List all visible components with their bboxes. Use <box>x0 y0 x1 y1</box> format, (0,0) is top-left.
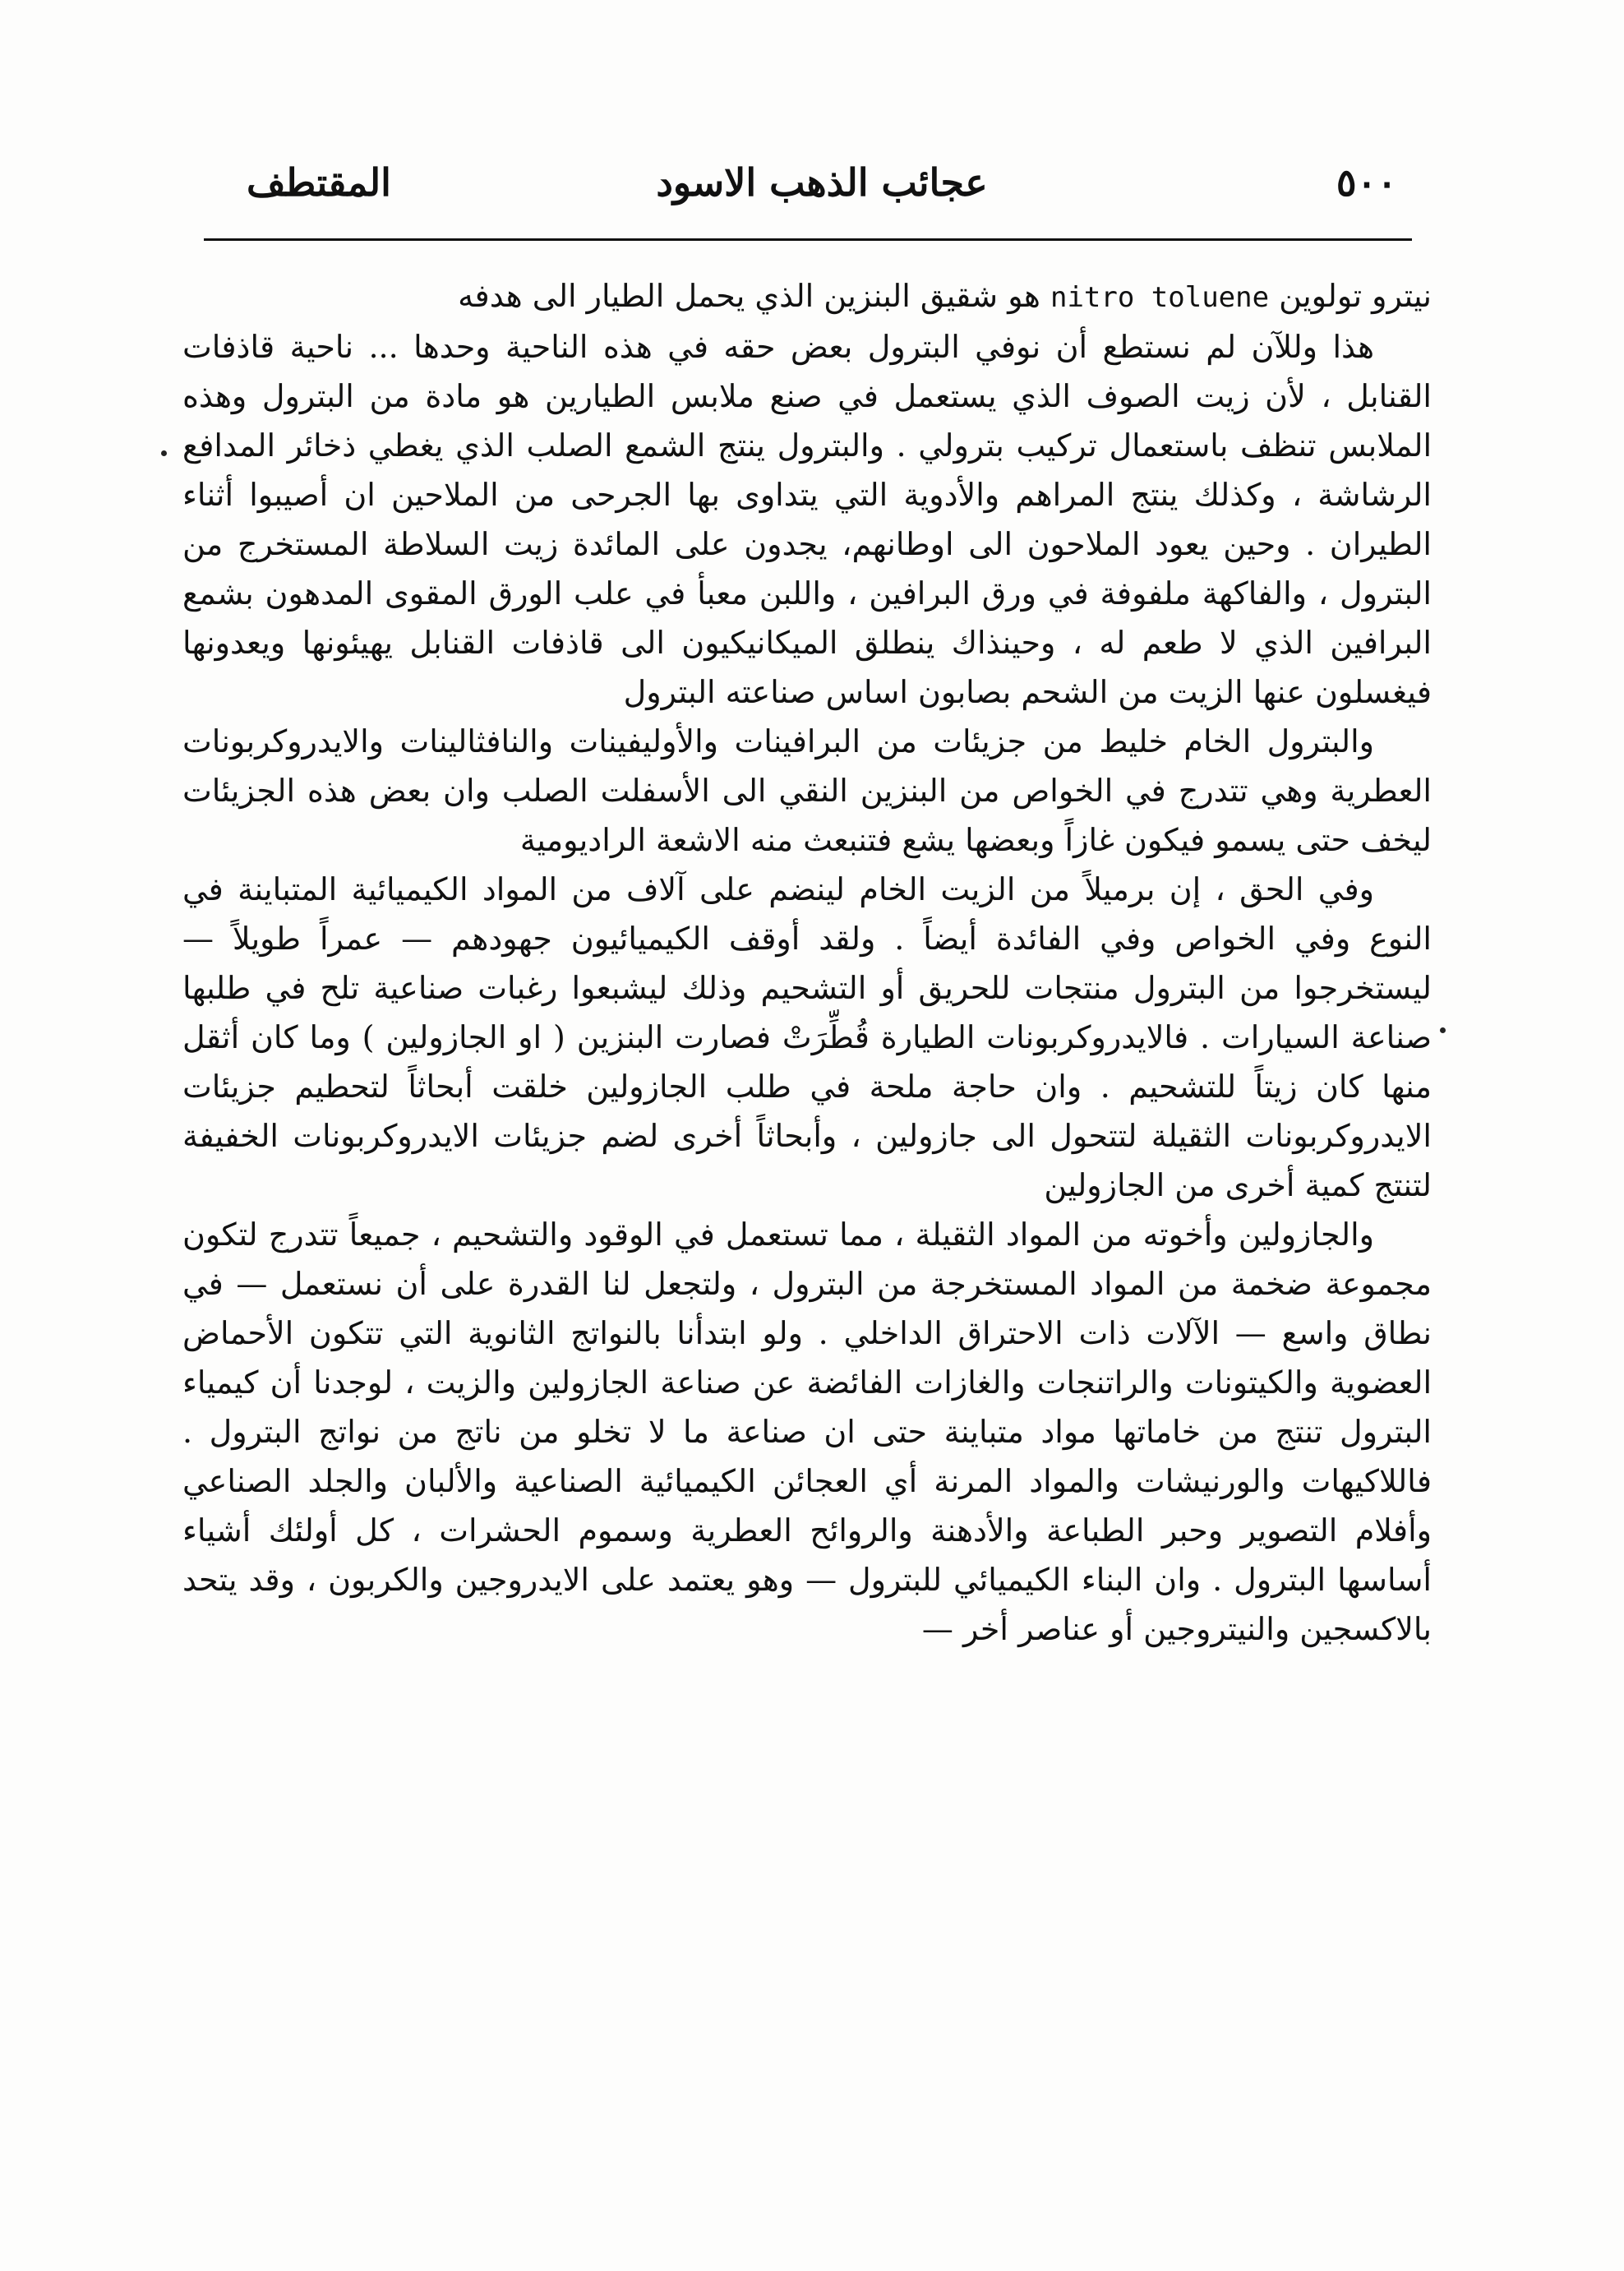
page-number: ٥٠٠ <box>1336 160 1397 205</box>
paragraph-first-line <box>182 271 1432 322</box>
margin-dot <box>161 450 167 456</box>
margin-dot <box>1440 1027 1446 1033</box>
paragraph: هذا وللآن لم نستطع أن نوفي البترول بعض حقه في هذه الناحية وحدها ... ناحية قاذفات القنابل ، لأن زيت الصوف الذي يستعمل في صنع ملابس الطيارين هو مادة من البترول وهذه الملابس تنظف باستعمال تركيب بترولي . والبترول ينتج الشمع الصلب الذي يغطي ذخائر المدافع الرشاشة ، وكذلك ينتج المراهم والأدوية التي يتداوى بها الجرحى من الملاحين ان أصيبوا أثناء الطيران . وحين يعود الملاحون الى اوطانهم، يجدون على المائدة زيت السلاطة المستخرج من البترول ، والفاكهة ملفوفة في ورق البرافين ، واللبن معبأ في علب الورق المقوى المدهون بشمع البرافين الذي لا طعم له ، وحينذاك ينطلق الميكانيكيون الى قاذفات القنابل يهيئونها ويعدونها فيغسلون عنها الزيت من الشحم بصابون اساس صناعته البترول <box>182 329 1432 710</box>
paragraph: والجازولين وأخوته من المواد الثقيلة ، مما تستعمل في الوقود والتشحيم ، جميعاً تتدرج لتكون مجموعة ضخمة من المواد المستخرجة من البترول ، ولتجعل لنا القدرة على أن نستعمل — في نطاق واسع — الآلات ذات الاحتراق الداخلي . ولو ابتدأنا بالنواتج الثانوية التي تتكون الأحماض العضوية والكيتونات والراتنجات والغازات الفائضة عن صناعة الجازولين والزيت ، لوجدنا أن كيمياء البترول تنتج من خاماتها مواد متباينة حتى ان صناعة ما لا تخلو من ناتج من نواتج البترول . فاللاكيهات والورنيشات والمواد المرنة أي العجائن الكيميائية الصناعية والألبان والجلد الصناعي وأفلام التصوير وحبر الطباعة والأدهنة والروائح العطرية وسموم الحشرات ، كل أولئك أشياء أساسها البترول . وان البناء الكيميائي للبترول — وهو يعتمد على الايدروجين والكربون ، وقد يتحد بالاكسجين والنيتروجين أو عناصر أخر — <box>182 1216 1432 1647</box>
text-after-term: هو شقيق البنزين الذي يحمل الطيار الى هدفه <box>458 278 1040 314</box>
running-title: عجائب الذهب الاسود <box>656 160 988 205</box>
text-before-term: نيترو تولوين <box>1279 278 1432 314</box>
article-body <box>182 271 1432 1654</box>
latin-term: nitro toluene <box>1050 281 1270 314</box>
journal-name: المقتطف <box>247 160 391 205</box>
page-header <box>247 160 1397 218</box>
paragraph: والبترول الخام خليط من جزيئات من البرافينات والأوليفينات والنافثالينات والايدروكربونات العطرية وهي تتدرج في الخواص من البنزين النقي الى الأسفلت الصلب وان بعض هذه الجزيئات ليخف حتى يسمو فيكون غازاً وبعضها يشع فتنبعث منه الاشعة الراديومية <box>182 723 1432 858</box>
header-rule <box>204 238 1412 241</box>
paragraph: وفي الحق ، إن برميلاً من الزيت الخام لينضم على آلاف من المواد الكيميائية المتباينة في النوع وفي الخواص وفي الفائدة أيضاً . ولقد أوقف الكيميائيون جهودهم — عمراً طويلاً — ليستخرجوا من البترول منتجات للحريق أو التشحيم وذلك ليشبعوا رغبات صناعية تلح في طلبها صناعة السيارات . فالايدروكربونات الطيارة قُطِّرَتْ فصارت البنزين ( او الجازولين ) وما كان أثقل منها كان زيتاً للتشحيم . وان حاجة ملحة في طلب الجازولين خلقت أبحاثاً لتحطيم جزيئات الايدروكربونات الثقيلة لتتحول الى جازولين ، وأبحاثاً أخرى لضم جزيئات الايدروكربونات الخفيفة لتنتج كمية أخرى من الجازولين <box>182 871 1432 1203</box>
